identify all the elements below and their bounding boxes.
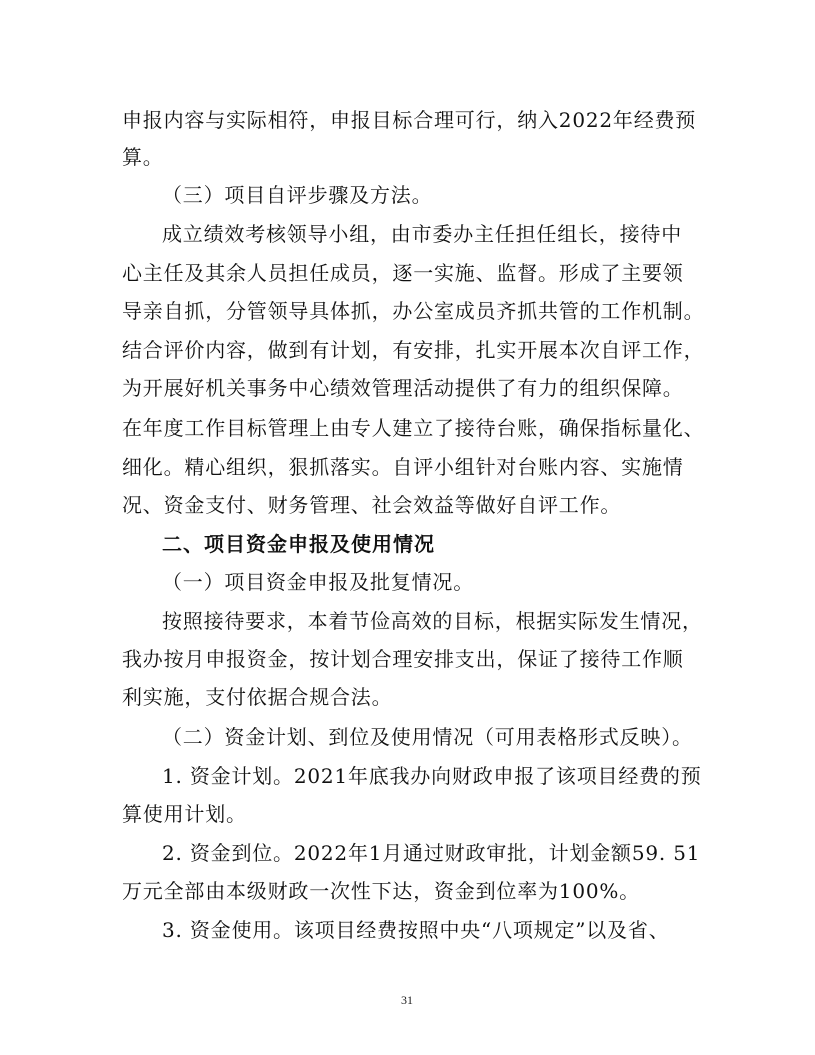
paragraph-line-15: 我办按月申报资金，按计划合理安排支出，保证了接待工作顺 — [122, 647, 684, 671]
numbered-item-1: 1. 资金计划。2021年底我办向财政申报了该项目经费的预 — [162, 764, 702, 788]
paragraph-line-6: 导亲自抓，分管领导具体抓，办公室成员齐抓共管的工作机制。 — [122, 299, 705, 323]
paragraph-line-1: 申报内容与实际相符，申报目标合理可行，纳入2022年经费预 — [122, 108, 697, 132]
paragraph-line-4: 成立绩效考核领导小组，由市委办主任担任组长，接待中 — [162, 222, 682, 246]
page-number: 31 — [401, 993, 413, 1007]
section-heading-2: 二、项目资金申报及使用情况 — [162, 532, 435, 556]
paragraph-line-8: 为开展好机关事务中心绩效管理活动提供了有力的组织保障。 — [122, 376, 684, 400]
paragraph-line-16: 利实施，支付依据合规合法。 — [122, 685, 393, 709]
paragraph-line-14: 按照接待要求，本着节俭高效的目标，根据实际发生情况， — [162, 609, 703, 633]
paragraph-line-10: 细化。精心组织，狠抓落实。自评小组针对台账内容、实施情 — [122, 455, 684, 479]
paragraph-line-19: 算使用计划。 — [122, 802, 247, 826]
paragraph-line-21: 万元全部由本级财政一次性下达，资金到位率为100%。 — [122, 879, 640, 903]
paragraph-line-5: 心主任及其余人员担任成员，逐一实施、监督。形成了主要领 — [122, 261, 684, 285]
numbered-item-3: 3. 资金使用。该项目经费按照中央“八项规定”以及省、 — [162, 918, 670, 942]
section-subheading-3: （三）项目自评步骤及方法。 — [162, 183, 433, 207]
paragraph-line-2: 算。 — [122, 145, 164, 169]
paragraph-line-11: 况、资金支付、财务管理、社会效益等做好自评工作。 — [122, 493, 622, 517]
section-subheading-2: （二）资金计划、到位及使用情况（可用表格形式反映）。 — [162, 725, 693, 749]
numbered-item-2: 2. 资金到位。2022年1月通过财政审批，计划金额59. 51 — [162, 841, 701, 865]
section-subheading-1: （一）项目资金申报及批复情况。 — [162, 570, 474, 594]
paragraph-line-9: 在年度工作目标管理上由专人建立了接待台账，确保指标量化、 — [122, 416, 705, 440]
paragraph-line-7: 结合评价内容，做到有计划，有安排，扎实开展本次自评工作， — [122, 338, 705, 362]
